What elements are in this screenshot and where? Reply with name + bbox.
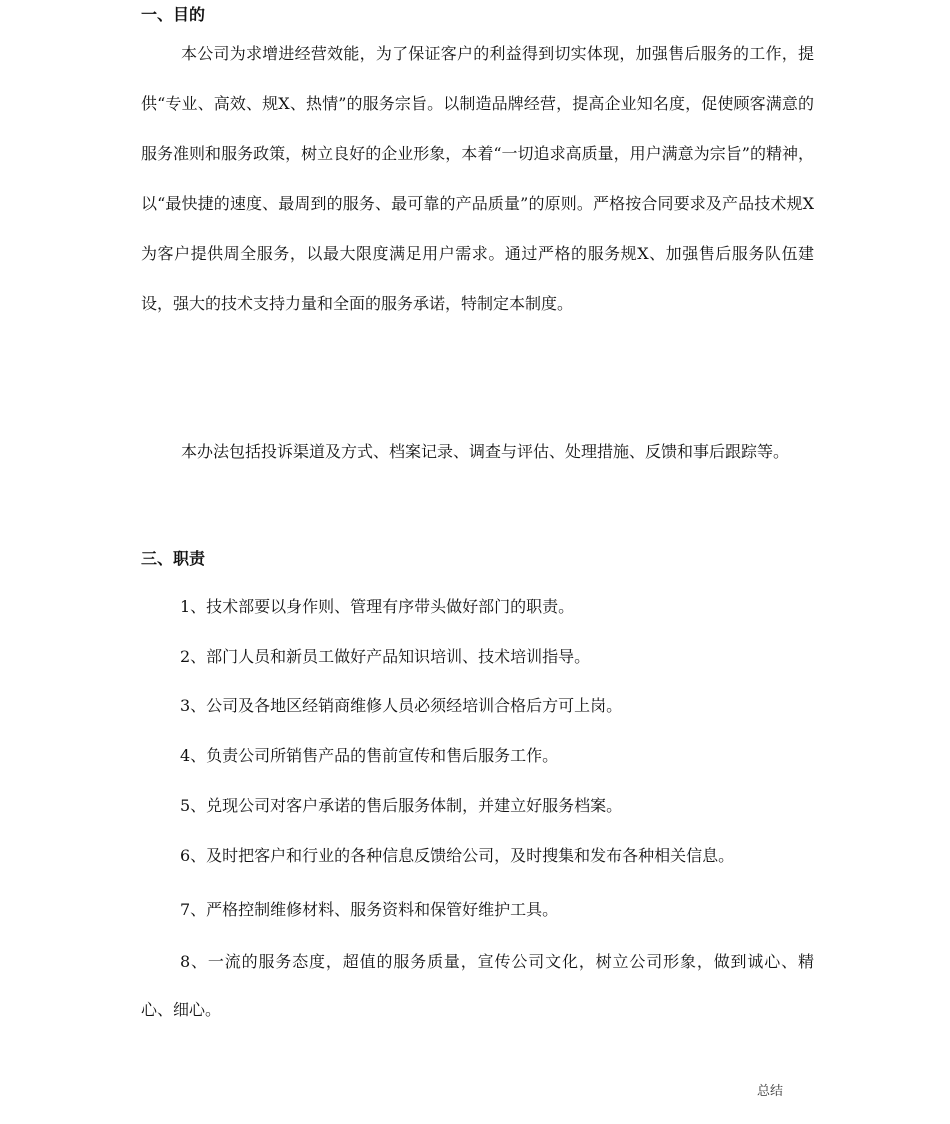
scope-paragraph: 本办法包括投诉渠道及方式、档案记录、调查与评估、处理措施、反馈和事后跟踪等。 xyxy=(181,442,790,461)
duty-item-5: 5、兑现公司对客户承诺的售后服务体制，并建立好服务档案。 xyxy=(180,796,623,815)
purpose-paragraph: 本公司为求增进经营效能，为了保证客户的利益得到切实体现，加强售后服务的工作，提供“专业、高效、规X、热情”的服务宗旨。以制造品牌经营，提高企业知名度，促使顾客满意的服务准则和服务政策，树立良好的企业形象，本着“一切追求高质量，用户满意为宗旨”的精神，以“最快捷的速度、最周到的服务、最可靠的产品质量”的原则。严格按合同要求及产品技术规X为客户提供周全服务，以最大限度满足用户需求。通过严格的服务规X、加强售后服务队伍建设，强大的技术支持力量和全面的服务承诺，特制定本制度。 xyxy=(141,44,814,313)
duty-item-7: 7、严格控制维修材料、服务资料和保管好维护工具。 xyxy=(180,900,559,919)
duty-item-2: 2、部门人员和新员工做好产品知识培训、技术培训指导。 xyxy=(180,647,591,666)
duty-item-6: 6、及时把客户和行业的各种信息反馈给公司，及时搜集和发布各种相关信息。 xyxy=(180,846,735,865)
duty-item-4: 4、负责公司所销售产品的售前宣传和售后服务工作。 xyxy=(180,746,559,765)
footer-label: 总结 xyxy=(757,1084,784,1099)
section-heading-purpose: 一、目的 xyxy=(141,5,206,24)
duty-item-1: 1、技术部要以身作则、管理有序带头做好部门的职责。 xyxy=(180,597,575,616)
duty-item-3: 3、公司及各地区经销商维修人员必须经培训合格后方可上岗。 xyxy=(180,696,623,715)
duty-item-8: 8、一流的服务态度，超值的服务质量，宣传公司文化，树立公司形象，做到诚心、精心、细心。 xyxy=(141,952,814,1019)
section-heading-duties: 三、职责 xyxy=(141,549,206,568)
